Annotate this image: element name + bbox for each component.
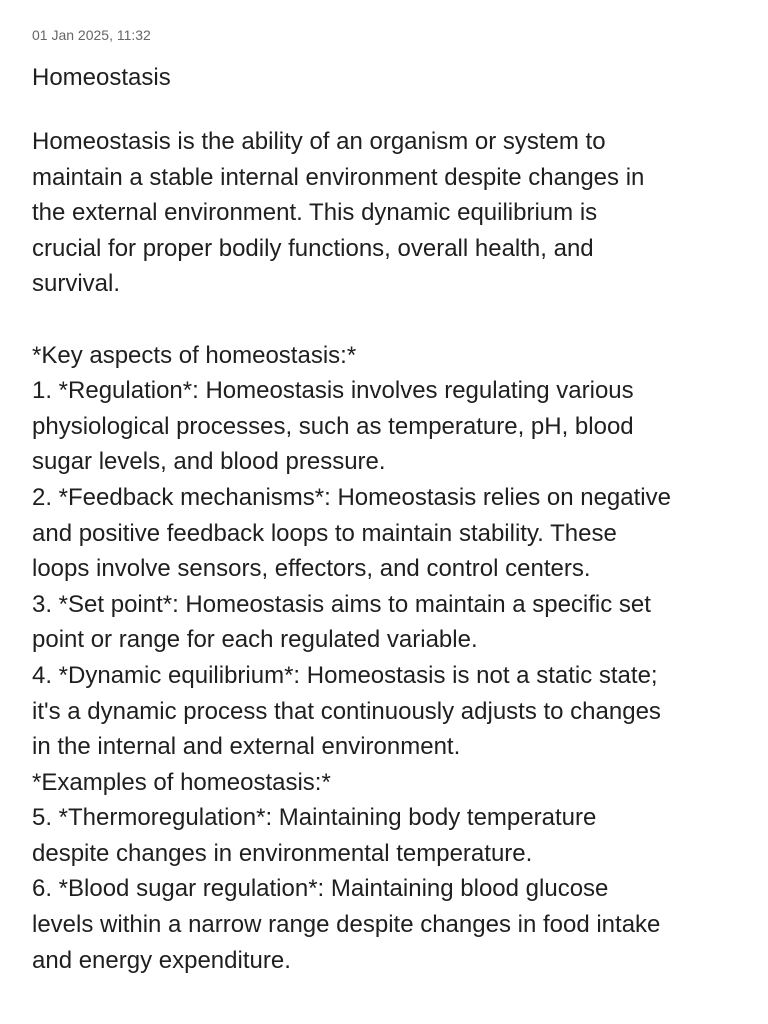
note-body-line: sugar levels, and blood pressure. [32,448,386,476]
note-body-line: 3. *Set point*: Homeostasis aims to maintain a specific set [32,590,651,618]
note-body-line: the external environment. This dynamic equilibrium is [32,199,598,227]
note-body-line: and energy expenditure. [32,946,291,974]
note-body-line: 5. *Thermoregulation*: Maintaining body temperature [32,804,597,832]
note-body-line: maintain a stable internal environment despite changes in [32,163,645,191]
note-title[interactable]: Homeostasis [32,64,171,91]
note-body-line: and positive feedback loops to maintain stability. These [32,519,617,547]
note-body-line: 6. *Blood sugar regulation*: Maintaining blood glucose [32,875,609,903]
note-body-line: physiological processes, such as temperature, pH, blood [32,412,634,440]
note-timestamp: 01 Jan 2025, 11:32 [32,27,151,43]
note-body-line: 4. *Dynamic equilibrium*: Homeostasis is not a static state; [32,661,658,689]
note-body-line: 2. *Feedback mechanisms*: Homeostasis relies on negative [32,483,671,511]
note-body-line: despite changes in environmental temperature. [32,839,533,867]
note-body-line: *Examples of homeostasis:* [32,768,331,796]
note-body-line: survival. [32,270,121,298]
note-blank-line [32,302,744,338]
note-body-line: it's a dynamic process that continuously adjusts to changes [32,697,661,725]
note-body-line: 1. *Regulation*: Homeostasis involves regulating various [32,377,634,405]
note-body-line: point or range for each regulated variable. [32,626,478,654]
note-body-line: loops involve sensors, effectors, and control centers. [32,555,591,583]
note-body-line: levels within a narrow range despite changes in food intake [32,911,661,939]
note-body-line: Homeostasis is the ability of an organism or system to [32,128,606,155]
note-view [32,0,744,978]
note-body-line: crucial for proper bodily functions, overall health, and [32,234,594,262]
note-body-line: in the internal and external environment. [32,733,461,761]
note-body-line: *Key aspects of homeostasis:* [32,341,357,369]
note-body[interactable] [32,124,744,978]
